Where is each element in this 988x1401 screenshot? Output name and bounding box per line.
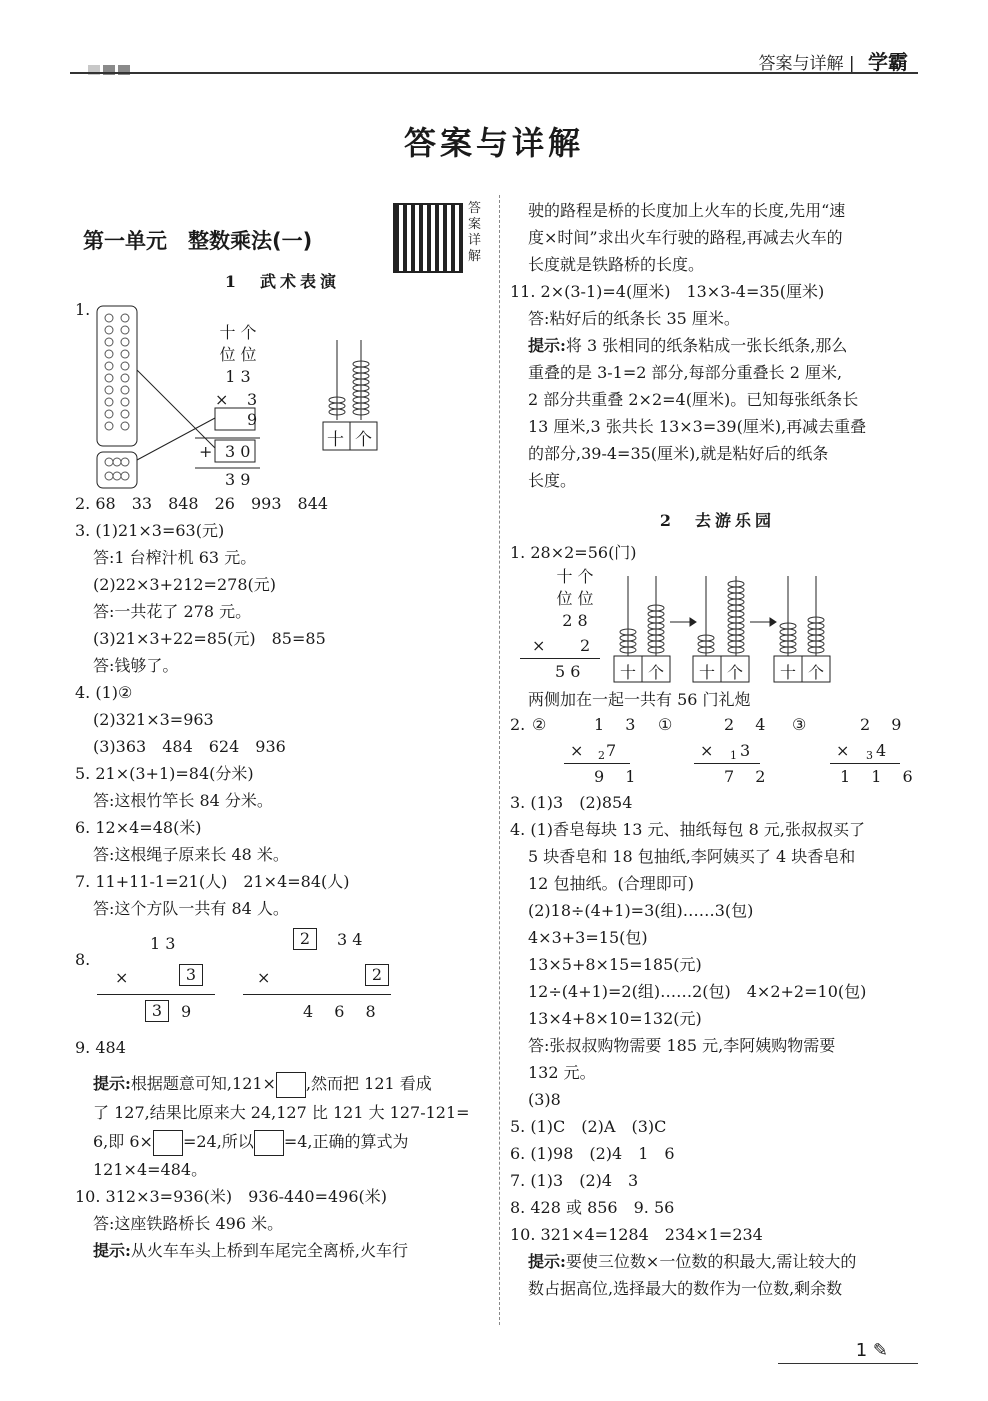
p2q2-carry-1: 2 bbox=[598, 749, 605, 762]
q8-b-box-1: 2 bbox=[293, 928, 317, 950]
header-rule bbox=[70, 72, 918, 74]
q3-line-3: (2)22×3+212=278(元) bbox=[93, 575, 276, 594]
p2-q5: 5. (1)C (2)A (3)C bbox=[510, 1117, 667, 1136]
q1-operand-b: 3 bbox=[247, 390, 258, 409]
p2-q4-line-6: 13×5+8×15=185(元) bbox=[528, 955, 702, 974]
p2-q1-line: 1. 28×2=56(门) bbox=[510, 543, 637, 562]
q9-hint-line-1 bbox=[75, 1069, 490, 1098]
q11-hint-line-3: 2 部分共重叠 2×2=4(厘米)。已知每张纸条长 bbox=[528, 390, 859, 409]
pencil-icon: ✎ bbox=[872, 1340, 888, 1361]
p2q2-top-1: 1 3 bbox=[594, 715, 644, 734]
q3-line-2: 答:1 台榨汁机 63 元。 bbox=[93, 548, 257, 567]
q8-a-top: 1 3 bbox=[150, 934, 176, 953]
p2-q10-hint-line-2: 数占据高位,选择最大的数作为一位数,剩余数 bbox=[528, 1279, 843, 1298]
abacus-tens-label: 十 bbox=[327, 430, 344, 450]
p2q2-mark-3: ③ bbox=[792, 715, 807, 734]
lesson-1-title: 1 武术表演 bbox=[224, 272, 341, 291]
q11-line-1: 11. 2×(3-1)=4(厘米) 13×3-4=35(厘米) bbox=[510, 282, 825, 301]
q10-hint bbox=[75, 1237, 490, 1264]
p2q2-res-2: 7 2 bbox=[724, 767, 774, 786]
p2-q4-line-10: 132 元。 bbox=[528, 1063, 596, 1082]
p2q1-place-header-2: 位 位 bbox=[556, 589, 594, 608]
p2q2-mark-2: ① bbox=[658, 715, 673, 734]
abacus-tens-label: 十 bbox=[699, 663, 716, 682]
page-title: 答案与详解 bbox=[403, 124, 584, 162]
q3-line-4: 答:一共花了 278 元。 bbox=[93, 602, 252, 621]
q9-hint-line-4: 121×4=484。 bbox=[93, 1160, 208, 1179]
q1-place-header: 十 个 bbox=[219, 323, 257, 342]
cont-line-3: 长度就是铁路桥的长度。 bbox=[528, 255, 705, 274]
q1-plus: + bbox=[199, 442, 213, 461]
p2-q6: 6. (1)98 (2)4 1 6 bbox=[510, 1144, 675, 1163]
abacus-ones-label: 个 bbox=[727, 663, 744, 682]
p2q2-carry-3: 3 bbox=[866, 749, 873, 762]
q4-line-2: (2)321×3=963 bbox=[93, 710, 214, 729]
running-header bbox=[758, 46, 908, 75]
q9-hint-text-5: =24,所以 bbox=[182, 1132, 254, 1151]
q1-result: 3 9 bbox=[225, 470, 251, 489]
q1-diagram bbox=[75, 300, 490, 490]
p2q2-carry-2: 1 bbox=[730, 749, 737, 762]
q9-hint-text-1: 根据题意可知,121× bbox=[130, 1074, 276, 1093]
q10-line-2: 答:这座铁路桥长 496 米。 bbox=[93, 1214, 284, 1233]
q8-b-top: 3 4 bbox=[337, 930, 363, 949]
p2q2-res-3: 1 1 6 bbox=[840, 767, 921, 786]
ones-frame bbox=[97, 452, 137, 488]
unit-title: 第一单元 整数乘法(一) bbox=[83, 229, 313, 253]
abacus-tens-label: 十 bbox=[620, 663, 637, 682]
column-divider bbox=[499, 195, 500, 1325]
page-number bbox=[856, 1340, 888, 1361]
page-number-text: 1 bbox=[855, 1340, 868, 1361]
q8-figure bbox=[75, 922, 490, 1034]
q10-hint-text: 从火车车头上桥到车尾完全离桥,火车行 bbox=[130, 1241, 409, 1260]
hint-label: 提示: bbox=[93, 1074, 131, 1093]
cont-line-1: 驶的路程是桥的长度加上火车的长度,先用“速 bbox=[528, 201, 846, 220]
q9-hint-line-2: 了 127,结果比原来大 24,127 比 121 大 127-121= bbox=[93, 1103, 470, 1122]
q2-answer: 2. 68 33 848 26 993 844 bbox=[75, 494, 329, 513]
abacus-ones-label: 个 bbox=[808, 663, 825, 682]
q5-line-1: 5. 21×(3+1)=84(分米) bbox=[75, 764, 254, 783]
p2-q8: 8. 428 或 856 9. 56 bbox=[510, 1198, 675, 1217]
q8-label: 8. bbox=[75, 950, 91, 969]
p2-q4-line-4: (2)18÷(4+1)=3(组)……3(包) bbox=[528, 901, 754, 920]
q8-a-result: 9 bbox=[181, 1002, 192, 1021]
hint-label: 提示: bbox=[528, 1252, 566, 1271]
p2q2-mid-1: 7 bbox=[606, 741, 617, 760]
q8-b-times: × bbox=[257, 968, 271, 987]
q11-hint-line-1 bbox=[510, 332, 925, 359]
p2-q3: 3. (1)3 (2)854 bbox=[510, 793, 633, 812]
p2-q4-line-2: 5 块香皂和 18 包抽纸,李阿姨买了 4 块香皂和 bbox=[528, 847, 856, 866]
header-section: 答案与详解 bbox=[758, 54, 844, 74]
q6-line-2: 答:这根绳子原来长 48 米。 bbox=[93, 845, 289, 864]
q8-a-box: 3 bbox=[179, 964, 203, 986]
p2q1-times: × bbox=[532, 636, 546, 655]
qr-label: 答案详解 bbox=[468, 201, 482, 264]
q11-line-2: 答:粘好后的纸条长 35 厘米。 bbox=[528, 309, 740, 328]
ten-frame-rod bbox=[97, 306, 137, 446]
q6-line-1: 6. 12×4=48(米) bbox=[75, 818, 202, 837]
p2q1-place-header: 十 个 bbox=[556, 567, 594, 586]
p2-q4-line-8: 13×4+8×10=132(元) bbox=[528, 1009, 702, 1028]
q1-place-header-2: 位 位 bbox=[219, 345, 257, 364]
left-column bbox=[75, 195, 490, 1264]
hint-label: 提示: bbox=[93, 1241, 131, 1260]
p2-q1-note: 两侧加在一起一共有 56 门礼炮 bbox=[528, 690, 751, 709]
p2-q10-hint-line-1 bbox=[510, 1248, 925, 1275]
blank-box bbox=[254, 1130, 284, 1156]
q8-b-box-2: 2 bbox=[365, 964, 389, 986]
q7-line-1: 7. 11+11-1=21(人) 21×4=84(人) bbox=[75, 872, 350, 891]
lesson-2-title: 2 去游乐园 bbox=[659, 511, 776, 530]
q9-hint-text-2: ,然而把 121 看成 bbox=[305, 1074, 432, 1093]
q1-figure bbox=[75, 300, 490, 490]
p2q2-mid-2: 3 bbox=[740, 741, 751, 760]
q5-line-2: 答:这根竹竿长 84 分米。 bbox=[93, 791, 273, 810]
p2q2-top-2: 2 4 bbox=[724, 715, 774, 734]
p2-q4-line-1: 4. (1)香皂每块 13 元、抽纸每包 8 元,张叔叔买了 bbox=[510, 820, 865, 839]
p2q2-res-1: 9 1 bbox=[594, 767, 644, 786]
abacus-ones-label: 个 bbox=[355, 430, 372, 450]
q11-hint-line-2: 重叠的是 3-1=2 部分,每部分重叠长 2 厘米, bbox=[528, 363, 843, 382]
q9-hint-line-3 bbox=[75, 1127, 490, 1156]
footer-rule bbox=[778, 1363, 918, 1364]
q1-partial-1: 9 bbox=[247, 410, 258, 429]
p2q2-top-3: 2 9 bbox=[860, 715, 910, 734]
q9-hint-text-6: =4,正确的算式为 bbox=[283, 1132, 409, 1151]
q11-hint-line-5: 的部分,39-4=35(厘米),就是粘好后的纸条 bbox=[528, 444, 829, 463]
q11-hint-line-6: 长度。 bbox=[528, 471, 577, 490]
q7-line-2: 答:这个方队一共有 84 人。 bbox=[93, 899, 289, 918]
p2q2-mid-3: 4 bbox=[876, 741, 887, 760]
p2-q7: 7. (1)3 (2)4 3 bbox=[510, 1171, 639, 1190]
blank-box bbox=[276, 1072, 306, 1098]
q1-operand-a: 1 3 bbox=[225, 367, 251, 386]
p2q2-mark-1: ② bbox=[532, 715, 547, 734]
q1-label: 1. bbox=[75, 300, 91, 319]
p2-q4-line-5: 4×3+3=15(包) bbox=[528, 928, 648, 947]
p2-q4-line-11: (3)8 bbox=[528, 1090, 561, 1109]
q11-hint-line-4: 13 厘米,3 张共长 13×3=39(厘米),再减去重叠 bbox=[528, 417, 867, 436]
q4-line-3: (3)363 484 624 936 bbox=[93, 737, 286, 756]
header-separator: | bbox=[848, 54, 855, 74]
cont-line-2: 度×时间”求出火车行驶的路程,再减去火车的 bbox=[528, 228, 843, 247]
hint-label: 提示: bbox=[528, 336, 566, 355]
brand-logo: 学霸 bbox=[868, 50, 908, 74]
q9-hint-text-4: 6,即 6× bbox=[93, 1132, 153, 1151]
blank-box bbox=[153, 1130, 183, 1156]
p2-q4-line-9: 答:张叔叔购物需要 185 元,李阿姨购物需要 bbox=[528, 1036, 836, 1055]
q8-a-result-box: 3 bbox=[145, 1000, 169, 1022]
q3-line-5: (3)21×3+22=85(元) 85=85 bbox=[93, 629, 326, 648]
q4-line-1: 4. (1)② bbox=[75, 683, 133, 702]
abacus-ones-label: 个 bbox=[648, 663, 665, 682]
q10-line-1: 10. 312×3=936(米) 936-440=496(米) bbox=[75, 1187, 388, 1206]
p2q2-label: 2. bbox=[510, 715, 526, 734]
q8-b-result: 4 6 8 bbox=[303, 1002, 384, 1021]
q3-line-6: 答:钱够了。 bbox=[93, 656, 179, 675]
p2q1-abacus bbox=[510, 566, 925, 686]
q8-a-times: × bbox=[115, 968, 129, 987]
q9-answer: 9. 484 bbox=[75, 1038, 126, 1057]
p2q1-operand-a: 2 8 bbox=[562, 611, 588, 630]
q3-line-1: 3. (1)21×3=63(元) bbox=[75, 521, 225, 540]
p2-q1-figure bbox=[510, 566, 925, 686]
right-column bbox=[510, 195, 925, 1302]
q1-partial-2: 3 0 bbox=[225, 442, 251, 461]
p2-q4-line-7: 12÷(4+1)=2(组)……2(包) 4×2+2=10(包) bbox=[528, 982, 867, 1001]
qr-code[interactable] bbox=[393, 203, 463, 273]
q1-times: × bbox=[215, 390, 229, 409]
p2q1-operand-b: 2 bbox=[580, 636, 591, 655]
p2q10-hint-text: 要使三位数×一位数的积最大,需让较大的 bbox=[565, 1252, 857, 1271]
p2-q2-figure: 2. ② 1 3 × 2 7 9 1 ① 2 4 × 1 3 7 2 ③ 2 9 × 3 4 1 1 6 bbox=[510, 715, 921, 786]
p2-q10: 10. 321×4=1284 234×1=234 bbox=[510, 1225, 763, 1244]
p2-q4-line-3: 12 包抽纸。(合理即可) bbox=[528, 874, 694, 893]
top-decor bbox=[88, 60, 133, 79]
q11-hint-text: 将 3 张相同的纸条粘成一张长纸条,那么 bbox=[565, 336, 848, 355]
p2q1-result: 5 6 bbox=[555, 662, 581, 681]
abacus-tens-label: 十 bbox=[780, 663, 797, 682]
